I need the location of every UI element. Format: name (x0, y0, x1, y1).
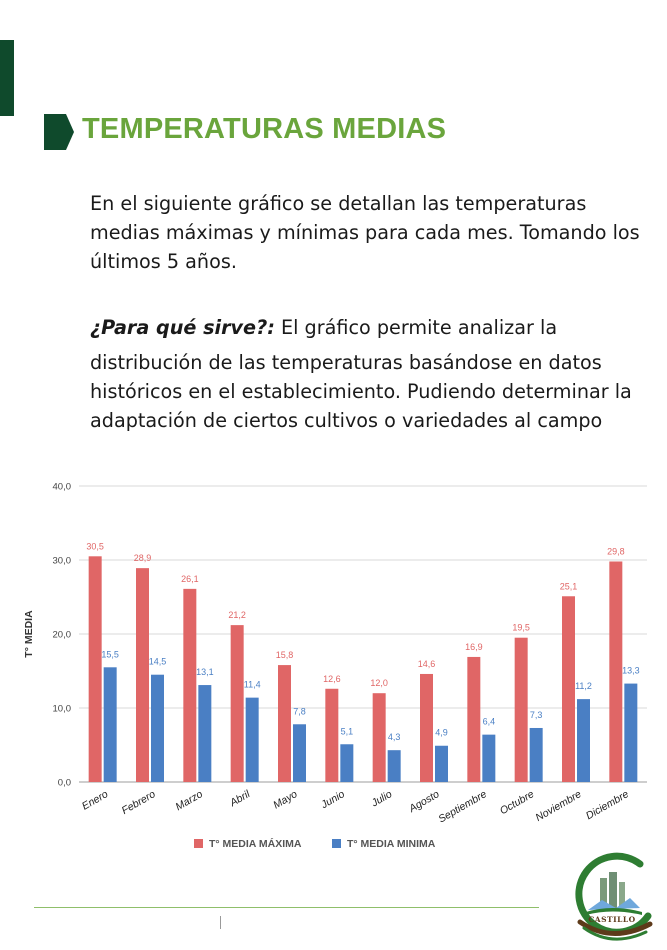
x-tick-label: Septiembre (436, 788, 489, 826)
legend-label-max: T° MEDIA MÁXIMA (209, 838, 302, 850)
title-arrow-icon (44, 114, 74, 150)
data-label-min: 11,4 (243, 679, 261, 690)
legend-swatch-min (332, 839, 341, 848)
x-tick-label: Noviembre (533, 788, 584, 824)
x-tick-label: Diciembre (583, 788, 631, 823)
bar-max (562, 596, 575, 782)
bar-max (231, 625, 244, 782)
page-title: TEMPERATURAS MEDIAS (82, 113, 447, 145)
data-label-max: 14,6 (417, 658, 436, 669)
intro-paragraph (90, 189, 667, 276)
data-label-max: 29,8 (607, 546, 625, 557)
bar-min (198, 685, 211, 782)
data-label-min: 11,2 (575, 681, 592, 692)
bar-max (325, 689, 338, 782)
bar-max (467, 657, 480, 782)
x-tick-label: Mayo (271, 788, 300, 812)
y-tick-label: 40,0 (52, 481, 71, 493)
intro-line: En el siguiente gráfico se detallan las temperaturas (90, 192, 587, 215)
bar-max (89, 556, 102, 782)
purpose-line: distribución de las temperaturas basándose en datos (90, 351, 602, 374)
bar-min (435, 746, 448, 782)
data-label-max: 12,0 (370, 678, 388, 689)
purpose-body (90, 348, 667, 435)
data-label-min: 13,1 (196, 667, 214, 678)
y-tick-label: 20,0 (52, 629, 71, 641)
x-tick-label: Febrero (119, 788, 158, 817)
bar-max (373, 693, 386, 782)
purpose-first-line (90, 313, 667, 342)
data-label-max: 19,5 (512, 622, 530, 633)
left-accent-bar (0, 40, 14, 116)
data-label-max: 15,8 (275, 650, 294, 661)
footer-divider (34, 907, 539, 908)
x-tick-label: Marzo (173, 788, 205, 814)
x-tick-label: Enero (79, 788, 111, 813)
y-tick-label: 0,0 (57, 777, 71, 789)
intro-line: medias máximas y mínimas para cada mes. Tomando los (90, 221, 640, 244)
bar-max (420, 674, 433, 782)
x-tick-label: Julio (369, 788, 395, 810)
data-label-min: 6,4 (482, 716, 496, 727)
purpose-question: ¿Para qué sirve?: (90, 316, 275, 339)
bar-min (340, 744, 353, 782)
data-label-max: 25,1 (559, 581, 578, 592)
bar-min (293, 724, 306, 782)
data-label-max: 26,1 (181, 573, 199, 584)
purpose-line: adaptación de ciertos cultivos o variedades al campo (90, 409, 603, 432)
bar-min (530, 728, 543, 782)
bar-min (577, 699, 590, 782)
data-label-min: 13,3 (622, 665, 640, 676)
data-label-min: 7,8 (293, 706, 306, 717)
bar-min (624, 684, 637, 782)
purpose-intro-text: El gráfico permite analizar la (274, 316, 558, 339)
purpose-line: históricos en el establecimiento. Pudiendo determinar la (90, 380, 632, 403)
bar-min (482, 735, 495, 782)
y-axis-label: T° MEDIA (23, 610, 35, 658)
legend-swatch-max (194, 839, 203, 848)
bar-min (104, 667, 117, 782)
legend-label-min: T° MEDIA MINIMA (347, 838, 436, 850)
bar-min (151, 675, 164, 782)
x-tick-label: Abril (227, 788, 253, 810)
bar-min (246, 698, 259, 782)
bar-min (388, 750, 401, 782)
data-label-max: 12,6 (323, 673, 341, 684)
x-tick-label: Agosto (407, 788, 442, 815)
data-label-min: 4,3 (387, 732, 401, 743)
data-label-min: 4,9 (435, 727, 448, 738)
y-tick-label: 10,0 (52, 703, 71, 715)
castillo-logo (566, 852, 658, 944)
y-tick-label: 30,0 (52, 555, 71, 567)
x-tick-label: Octubre (497, 788, 537, 818)
data-label-min: 7,3 (529, 709, 543, 720)
logo-text: CASTILLO (588, 915, 636, 924)
bar-max (136, 568, 149, 782)
page-marker (220, 916, 221, 929)
purpose-paragraph (90, 313, 667, 435)
x-tick-label: Junio (319, 788, 347, 812)
bar-max (609, 561, 622, 782)
bar-max (183, 589, 196, 782)
data-label-min: 5,1 (340, 726, 354, 737)
data-label-min: 15,5 (101, 649, 119, 660)
bar-max (278, 665, 291, 782)
data-label-max: 16,9 (465, 641, 483, 652)
intro-line: últimos 5 años. (90, 250, 237, 273)
data-label-max: 21,2 (228, 610, 246, 621)
bar-max (515, 638, 528, 782)
data-label-min: 14,5 (148, 656, 167, 667)
data-label-max: 30,5 (86, 541, 104, 552)
data-label-max: 28,9 (133, 553, 152, 564)
temperature-bar-chart (10, 472, 650, 867)
